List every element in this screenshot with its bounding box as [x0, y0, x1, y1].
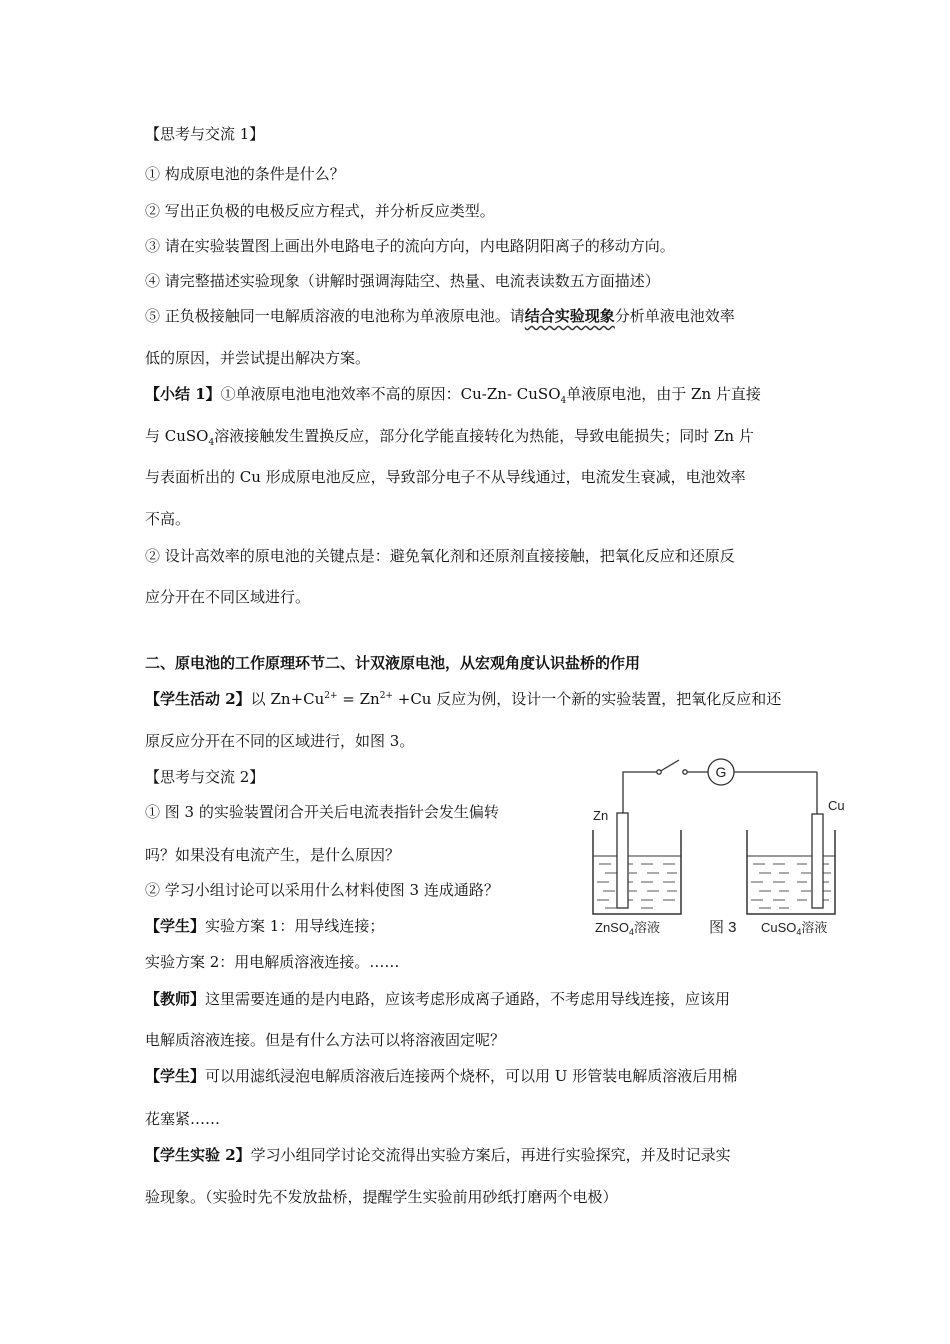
activity2-sup1: 2+: [324, 691, 338, 701]
zn-label: Zn: [593, 808, 609, 823]
student2-label: 【学生】: [145, 1067, 206, 1085]
student1-text: 实验方案 1：用导线连接；: [205, 917, 385, 935]
figure-3-apparatus: [575, 752, 855, 942]
experiment2-label: 【学生实验 2】: [145, 1146, 251, 1164]
experiment2-line1: [145, 1145, 731, 1165]
figure-caption: 图 3: [709, 919, 737, 936]
q5-emphasis: 结合实验现象: [524, 307, 615, 325]
think1-q4: ④ 请完整描述实验现象（讲解时强调海陆空、热量、电流表读数五方面描述）: [145, 272, 660, 290]
think1-q1: ① 构成原电池的条件是什么？: [145, 165, 345, 183]
think1-q5-cont: 低的原因，并尝试提出解决方案。: [145, 349, 371, 367]
summary1-line6: 应分开在不同区域进行。: [145, 588, 311, 606]
think2-q1-cont: 吗？如果没有电流产生，是什么原因？: [145, 846, 401, 864]
galvanometer-label: G: [715, 764, 727, 780]
cu-electrode: [812, 814, 823, 908]
student1-line1: [145, 916, 384, 936]
right-beaker: [747, 814, 835, 914]
switch-contact-right: [683, 770, 687, 774]
activity2-text-b: = Zn: [337, 690, 380, 708]
switch-lever: [659, 760, 679, 772]
think2-q1: ① 图 3 的实验装置闭合开关后电流表指针会发生偏转: [145, 803, 499, 821]
teacher-line2: 电解质溶液连接。但是有什么方法可以将溶液固定呢？: [145, 1031, 506, 1049]
experiment2-text: 学习小组同学讨论交流得出实验方案后，再进行实验探究，并及时记录实: [250, 1146, 731, 1164]
teacher-text: 这里需要连通的是内电路，应该考虑形成离子通路，不考虑用导线连接，应该用: [205, 990, 731, 1008]
activity2-line2: 原反应分开在不同的区域进行，如图 3。: [145, 732, 415, 750]
activity2-text-a: 以 Zn+Cu: [250, 690, 325, 708]
teacher-line1: [145, 989, 730, 1009]
summary1-label: 【小结 1】: [145, 385, 221, 403]
right-solution-label: [761, 920, 827, 937]
think2-title: 【思考与交流 2】: [145, 768, 265, 786]
q5-part-a: ⑤ 正负极接触同一电解质溶液的电池称为单液原电池。请: [145, 307, 525, 325]
student2-text: 可以用滤纸浸泡电解质溶液后连接两个烧杯，可以用 U 形管装电解质溶液后用棉: [205, 1067, 738, 1085]
left-solution-label: [595, 920, 660, 937]
summary1-text2b: 溶液接触发生置换反应，部分化学能直接转化为热能，导致电能损失；同时 Zn 片: [214, 427, 754, 445]
activity2-text-c: +Cu 反应为例，设计一个新的实验装置，把氧化反应和还: [392, 690, 782, 708]
student1-line2: 实验方案 2：用电解质溶液连接。……: [145, 953, 400, 971]
summary1-text2a: 与 CuSO: [145, 427, 209, 445]
left-solution-subscript: 4: [628, 927, 634, 937]
student2-line2: 花塞紧……: [145, 1110, 221, 1128]
summary1-line3: 与表面析出的 Cu 形成原电池反应，导致部分电子不从导线通过，电流发生衰减，电池效率: [145, 468, 746, 486]
summary1-line5: ② 设计高效率的原电池的关键点是：避免氧化剂和还原剂直接接触，把氧化反应和还原反: [145, 547, 735, 565]
summary1-sub2: 4: [208, 438, 215, 448]
think1-q5: [145, 306, 735, 326]
think1-q2: ② 写出正负极的电极反应方程式，并分析反应类型。: [145, 202, 495, 220]
summary1-text1b: 单液原电池，由于 Zn 片直接: [566, 385, 761, 403]
teacher-label: 【教师】: [145, 990, 206, 1008]
activity2-sup2: 2+: [379, 691, 393, 701]
think1-q3: ③ 请在实验装置图上画出外电路电子的流向方向，内电路阴阳离子的移动方向。: [145, 237, 675, 255]
left-solution-tail: 溶液: [633, 920, 660, 935]
summary1-line1: [145, 384, 761, 404]
activity2-line1: [145, 689, 781, 709]
summary1-sub1: 4: [560, 396, 567, 406]
summary1-text1: ①单液原电池电池效率不高的原因：Cu-Zn- CuSO: [220, 385, 561, 403]
section2-heading: 二、原电池的工作原理环节二、计双液原电池，从宏观角度认识盐桥的作用: [145, 654, 641, 672]
summary1-line4: 不高。: [145, 510, 191, 528]
zn-electrode: [617, 813, 628, 908]
q5-part-b: 分析单液电池效率: [614, 307, 735, 325]
student2-line1: [145, 1066, 737, 1086]
cu-label: Cu: [828, 798, 845, 813]
right-solution-subscript: 4: [796, 927, 802, 937]
summary1-line2: [145, 426, 754, 446]
right-solution-formula: CuSO: [761, 920, 797, 935]
left-solution-formula: ZnSO: [595, 920, 629, 935]
experiment2-line2: 验现象。（实验时先不发放盐桥，提醒学生实验前用砂纸打磨两个电极）: [145, 1188, 618, 1206]
activity2-label: 【学生活动 2】: [145, 690, 251, 708]
think2-q2: ② 学习小组讨论可以采用什么材料使图 3 连成通路？: [145, 881, 499, 899]
student1-label: 【学生】: [145, 917, 206, 935]
right-solution-tail: 溶液: [801, 920, 828, 935]
left-solution-hatching: [597, 864, 677, 908]
left-beaker: [593, 813, 681, 914]
wire-left: [623, 772, 659, 813]
think1-title: 【思考与交流 1】: [145, 125, 265, 143]
switch-contact-left: [657, 770, 661, 774]
